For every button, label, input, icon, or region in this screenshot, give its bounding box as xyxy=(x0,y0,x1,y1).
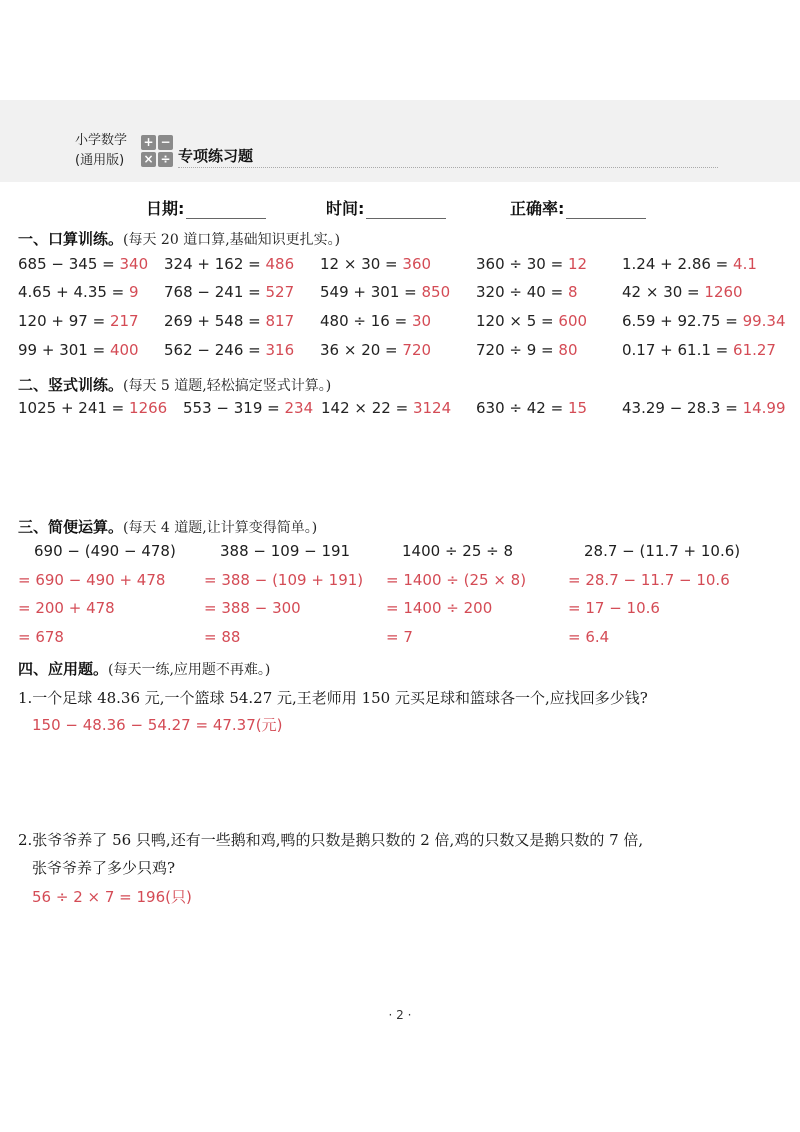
mental-math-item: 120 + 97 = 217 xyxy=(18,312,139,330)
mental-math-item: 480 ÷ 16 = 30 xyxy=(320,312,432,330)
section2-heading xyxy=(18,374,331,395)
simplify-step: = 17 − 10.6 xyxy=(568,599,660,617)
divide-icon: ÷ xyxy=(158,152,173,167)
mental-math-item: 768 − 241 = 527 xyxy=(164,283,295,301)
simplify-step: = 6.4 xyxy=(568,628,610,646)
section3-title: 三、简便运算。 xyxy=(18,518,124,536)
mental-math-row xyxy=(0,283,800,305)
vertical-item: 142 × 22 = 3124 xyxy=(321,399,452,417)
mental-math-item: 1.24 + 2.86 = 4.1 xyxy=(622,255,757,273)
section4-heading xyxy=(18,658,270,679)
section2-title: 二、竖式训练。 xyxy=(18,376,124,394)
simplify-problem: 388 − 109 − 191 xyxy=(220,542,351,560)
mental-math-item: 324 + 162 = 486 xyxy=(164,255,295,273)
vertical-item: 1025 + 241 = 1266 xyxy=(18,399,168,417)
mental-math-item: 99 + 301 = 400 xyxy=(18,341,139,359)
mental-math-item: 549 + 301 = 850 xyxy=(320,283,451,301)
header-divider xyxy=(178,167,718,168)
brand-title: 小学数学 xyxy=(75,133,128,148)
simplify-step: = 388 − 300 xyxy=(204,599,301,617)
minus-icon: − xyxy=(158,135,173,150)
mental-math-item: 720 ÷ 9 = 80 xyxy=(476,341,578,359)
mental-math-item: 4.65 + 4.35 = 9 xyxy=(18,283,139,301)
page-number: · 2 · xyxy=(388,1008,412,1022)
word-problem-2-answer: 56 ÷ 2 × 7 = 196(只) xyxy=(32,888,192,906)
mental-math-item: 685 − 345 = 340 xyxy=(18,255,149,273)
section1-heading xyxy=(18,228,340,249)
mental-math-item: 360 ÷ 30 = 12 xyxy=(476,255,588,273)
word-problem-2-line2: 张爷爷养了多少只鸡? xyxy=(32,859,176,877)
mental-math-item: 562 − 246 = 316 xyxy=(164,341,295,359)
plus-icon: + xyxy=(141,135,156,150)
vertical-item: 43.29 − 28.3 = 14.99 xyxy=(622,399,786,417)
simplify-step: = 7 xyxy=(386,628,413,646)
simplify-step: = 28.7 − 11.7 − 10.6 xyxy=(568,571,730,589)
mental-math-item: 269 + 548 = 817 xyxy=(164,312,295,330)
section2-note: (每天 5 道题,轻松搞定竖式计算。) xyxy=(123,378,332,394)
brand-subtitle: (通用版) xyxy=(75,153,125,168)
date-label: 日期: xyxy=(146,199,185,218)
accuracy-field xyxy=(510,196,646,219)
simplify-step: = 678 xyxy=(18,628,64,646)
mental-math-item: 6.59 + 92.75 = 99.34 xyxy=(622,312,786,330)
accuracy-blank[interactable] xyxy=(566,201,646,219)
page-top xyxy=(0,0,800,100)
section4-title: 四、应用题。 xyxy=(18,660,109,678)
simplify-problem: 1400 ÷ 25 ÷ 8 xyxy=(402,542,514,560)
section1-title: 一、口算训练。 xyxy=(18,230,124,248)
word-problem-2-line1: 2.张爷爷养了 56 只鸭,还有一些鹅和鸡,鸭的只数是鹅只数的 2 倍,鸡的只数又是鹅只数的 7 倍, xyxy=(18,831,644,849)
times-icon: × xyxy=(141,152,156,167)
simplify-step: = 88 xyxy=(204,628,241,646)
word-problem-1-answer: 150 − 48.36 − 54.27 = 47.37(元) xyxy=(32,716,283,734)
time-blank[interactable] xyxy=(366,201,446,219)
mental-math-item: 320 ÷ 40 = 8 xyxy=(476,283,578,301)
simplify-step: = 388 − (109 + 191) xyxy=(204,571,364,589)
mental-math-row xyxy=(0,312,800,334)
vertical-calc-row xyxy=(0,399,800,421)
date-blank[interactable] xyxy=(186,201,266,219)
word-problem-1: 1.一个足球 48.36 元,一个篮球 54.27 元,王老师用 150 元买足球和篮球各一个,应找回多少钱? xyxy=(18,689,648,707)
section3-note: (每天 4 道题,让计算变得简单。) xyxy=(123,520,318,536)
mental-math-item: 120 × 5 = 600 xyxy=(476,312,588,330)
simplify-problem: 28.7 − (11.7 + 10.6) xyxy=(584,542,741,560)
vertical-item: 553 − 319 = 234 xyxy=(183,399,314,417)
date-field xyxy=(146,196,266,219)
simplify-problem: 690 − (490 − 478) xyxy=(34,542,176,560)
mental-math-row xyxy=(0,341,800,363)
time-field xyxy=(326,196,446,219)
mental-math-row xyxy=(0,255,800,277)
simplify-step: = 1400 ÷ 200 xyxy=(386,599,493,617)
section3-heading xyxy=(18,516,317,537)
section1-note: (每天 20 道口算,基础知识更扎实。) xyxy=(123,232,341,248)
section4-note: (每天一练,应用题不再难。) xyxy=(108,662,271,678)
mental-math-item: 42 × 30 = 1260 xyxy=(622,283,743,301)
simplify-step: = 200 + 478 xyxy=(18,599,115,617)
simplify-step: = 690 − 490 + 478 xyxy=(18,571,166,589)
accuracy-label: 正确率: xyxy=(510,199,565,218)
mental-math-item: 12 × 30 = 360 xyxy=(320,255,432,273)
vertical-item: 630 ÷ 42 = 15 xyxy=(476,399,588,417)
mental-math-item: 36 × 20 = 720 xyxy=(320,341,432,359)
simplify-step: = 1400 ÷ (25 × 8) xyxy=(386,571,527,589)
operator-logo xyxy=(141,135,174,168)
time-label: 时间: xyxy=(326,199,365,218)
mental-math-item: 0.17 + 61.1 = 61.27 xyxy=(622,341,776,359)
worksheet-title: 专项练习题 xyxy=(178,147,254,165)
